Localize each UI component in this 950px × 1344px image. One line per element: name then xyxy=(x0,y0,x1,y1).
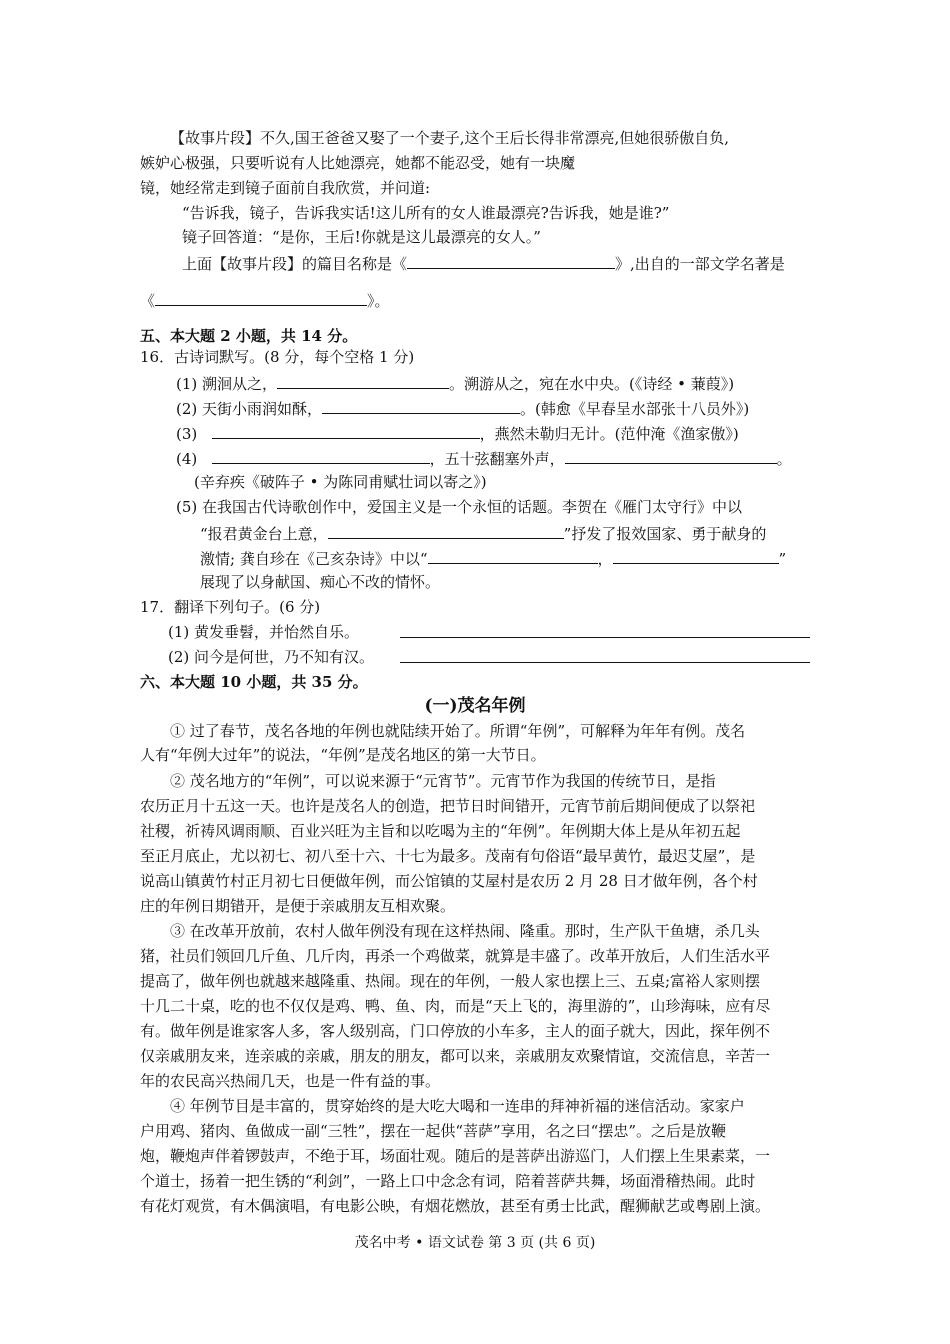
answer-blank[interactable] xyxy=(328,522,564,539)
q16-item-5-line-3 xyxy=(200,547,786,569)
story-line-1: 【故事片段】不久,国王爸爸又娶了一个妻子,这个王后长得非常漂亮,但她很骄傲自负, xyxy=(170,129,730,147)
q16-item-4 xyxy=(176,447,792,469)
bracket-close: 》。 xyxy=(367,292,390,310)
q16-item-4-source: (辛弃疾《破阵子 • 为陈同甫赋壮词以寄之》) xyxy=(194,473,487,491)
paragraph-3-line: 有。做年例是谁家客人多，客人级别高，门口停放的小车多，主人的面子就大，因此，探年例不 xyxy=(140,1022,771,1040)
q16-item-4-text: (4) xyxy=(176,450,198,468)
paragraph-3-line: 猪，社员们领回几斤鱼、几斤肉，再杀一个鸡做菜，就算是丰盛了。改革开放后，人们生活水平 xyxy=(140,947,771,965)
bracket-open: 《 xyxy=(140,292,156,310)
answer-blank[interactable] xyxy=(407,252,615,269)
story-line-2: 嫉妒心极强，只要听说有人比她漂亮，她都不能忍受，她有一块魔 xyxy=(140,154,576,172)
q17-item-2: (2) 问今是何世，乃不知有汉。 xyxy=(168,648,375,666)
section-5-heading: 五、本大题 2 小题，共 14 分。 xyxy=(140,327,358,345)
translation-answer-line[interactable] xyxy=(400,637,810,638)
q16-item-5-text-2: ”抒发了报效国家、勇于献身的 xyxy=(563,525,767,543)
q16-item-3-text-2: ，燕然未勒归无计。(范仲淹《渔家傲》) xyxy=(479,425,739,443)
q16-item-1-text-2: 。溯游从之，宛在水中央。(《诗经 • 蒹葭》) xyxy=(449,375,735,393)
paragraph-4-line: 炮，鞭炮声伴着锣鼓声，不绝于耳，场面壮观。随后的是菩萨出游巡门，人们摆上生果素菜，一 xyxy=(140,1147,771,1165)
paragraph-2-line: 说高山镇黄竹村正月初七日便做年例，而公馆镇的艾屋村是农历 2 月 28 日才做年例，各个村 xyxy=(140,872,758,890)
paragraph-2-line: ② 茂名地方的“年例”，可以说来源于“元宵节”。元宵节作为我国的传统节日，是指 xyxy=(170,772,716,790)
question-16: 16．古诗词默写。(8 分，每个空格 1 分) xyxy=(140,348,415,366)
answer-blank[interactable] xyxy=(322,397,520,414)
answer-blank[interactable] xyxy=(428,547,598,564)
q16-item-4-text-3: 。 xyxy=(776,450,792,468)
story-question xyxy=(182,252,785,274)
answer-blank[interactable] xyxy=(212,422,480,439)
paragraph-4-line: 户用鸡、猪肉、鱼做成一副“三牲”，摆在一起供“菩萨”享用，名之曰“摆忠”。之后是放鞭 xyxy=(140,1122,727,1140)
q16-item-1-text: (1) 溯洄从之， xyxy=(176,375,278,393)
answer-blank[interactable] xyxy=(155,289,367,306)
q16-item-3-text: (3) xyxy=(176,425,198,443)
paragraph-1-line: ① 过了春节，茂名各地的年例也就陆续开始了。所谓“年例”，可解释为年年有例。茂名 xyxy=(170,722,746,740)
translation-answer-line[interactable] xyxy=(400,662,810,663)
page-footer: 茂名中考 • 语文试卷 第 3 页 (共 6 页) xyxy=(354,1235,596,1251)
paragraph-2-line: 农历正月十五这一天。也许是茂名人的创造，把节日时间错开，元宵节前后期间便成了以祭祀 xyxy=(140,797,756,815)
q16-item-2-text: (2) 天街小雨润如酥， xyxy=(176,400,323,418)
story-question-text: 上面【故事片段】的篇目名称是《 xyxy=(182,255,408,273)
story-line-3: 镜，她经常走到镜子面前自我欣赏，并问道: xyxy=(140,179,431,197)
paragraph-4-line: ④ 年例节目是丰富的，贯穿始终的是大吃大喝和一连串的拜神祈福的迷信活动。家家户 xyxy=(170,1097,745,1115)
paragraph-1-line: 人有“年例大过年”的说法，“年例”是茂名地区的第一大节日。 xyxy=(140,746,546,764)
q16-item-3 xyxy=(176,422,739,444)
paragraph-4-line: 个道士，扬着一把生锈的“利剑”，一路上口中念念有词，陪着菩萨共舞，场面滑稽热闹。此时 xyxy=(140,1172,756,1190)
paragraph-2-line: 庄的年例日期错开，是便于亲戚朋友互相欢聚。 xyxy=(140,897,456,915)
paragraph-3-line: 年的农民高兴热闹几天，也是一件有益的事。 xyxy=(140,1072,441,1090)
q16-item-4-text-2: ，五十弦翻塞外声， xyxy=(429,450,565,468)
paragraph-3-line: 提高了，做年例也就越来越隆重、热闹。现在的年例，一般人家也摆上三、五桌;富裕人家则摆 xyxy=(140,972,761,990)
paragraph-4-line: 有花灯观赏，有木偶演唱，有电影公映，有烟花燃放，甚至有勇士比武，醒狮献艺或粤剧上演。 xyxy=(140,1197,771,1215)
section-6-heading: 六、本大题 10 小题，共 35 分。 xyxy=(140,673,368,691)
q16-item-2 xyxy=(176,397,749,419)
q16-item-5-line-4: 展现了以身献国、痴心不改的情怀。 xyxy=(200,573,441,591)
answer-blank[interactable] xyxy=(613,547,779,564)
article-title: (一)茂名年例 xyxy=(424,696,526,716)
answer-blank[interactable] xyxy=(212,447,430,464)
paragraph-3-line: ③ 在改革开放前，农村人做年例没有现在这样热闹、隆重。那时，生产队干鱼塘，杀几头 xyxy=(170,922,760,940)
paragraph-3-line: 仅亲戚朋友来，连亲戚的亲戚，朋友的朋友，都可以来，亲戚朋友欢聚情谊，交流信息，辛苦一 xyxy=(140,1047,771,1065)
q16-item-1 xyxy=(176,372,734,394)
story-question-text-2: 》,出自的一部文学名著是 xyxy=(615,255,785,273)
q16-item-5-quote: ” xyxy=(778,550,787,568)
q17-item-1: (1) 黄发垂髫，并怡然自乐。 xyxy=(168,623,360,641)
answer-blank[interactable] xyxy=(565,447,777,464)
paragraph-2-line: 至正月底止，尤以初七、初八至十六、十七为最多。茂南有句俗语“最早黄竹，最迟艾屋”，是 xyxy=(140,847,756,865)
question-17: 17．翻译下列句子。(6 分) xyxy=(140,598,321,616)
q16-item-2-text-2: 。(韩愈《早春呈水部张十八员外》) xyxy=(520,400,750,418)
q16-item-5-text-3: 激情; 龚自珍在《己亥杂诗》中以“ xyxy=(200,550,428,568)
paragraph-3-line: 十几二十桌，吃的也不仅仅是鸡、鸭、鱼、肉，而是“天上飞的，海里游的”，山珍海味，应有尽 xyxy=(140,997,771,1015)
paragraph-2-line: 社稷，祈祷风调雨顺、百业兴旺为主旨和以吃喝为主的“年例”。年例期大体上是从年初五起 xyxy=(140,822,741,840)
q16-item-5-line-1: (5) 在我国古代诗歌创作中，爱国主义是一个永恒的话题。李贺在《雁门太守行》中以 xyxy=(176,498,743,516)
q16-item-5-comma: ， xyxy=(597,550,613,568)
q16-item-5-line-2 xyxy=(200,522,766,544)
q16-item-5-text: “报君黄金台上意， xyxy=(200,525,328,543)
story-line-4: “告诉我，镜子，告诉我实话!这儿所有的女人谁最漂亮?告诉我，她是谁?” xyxy=(182,204,670,222)
answer-blank[interactable] xyxy=(277,372,449,389)
story-line-5: 镜子回答道：“是你，王后!你就是这儿最漂亮的女人。” xyxy=(182,228,541,246)
story-question-line-2 xyxy=(140,289,390,311)
